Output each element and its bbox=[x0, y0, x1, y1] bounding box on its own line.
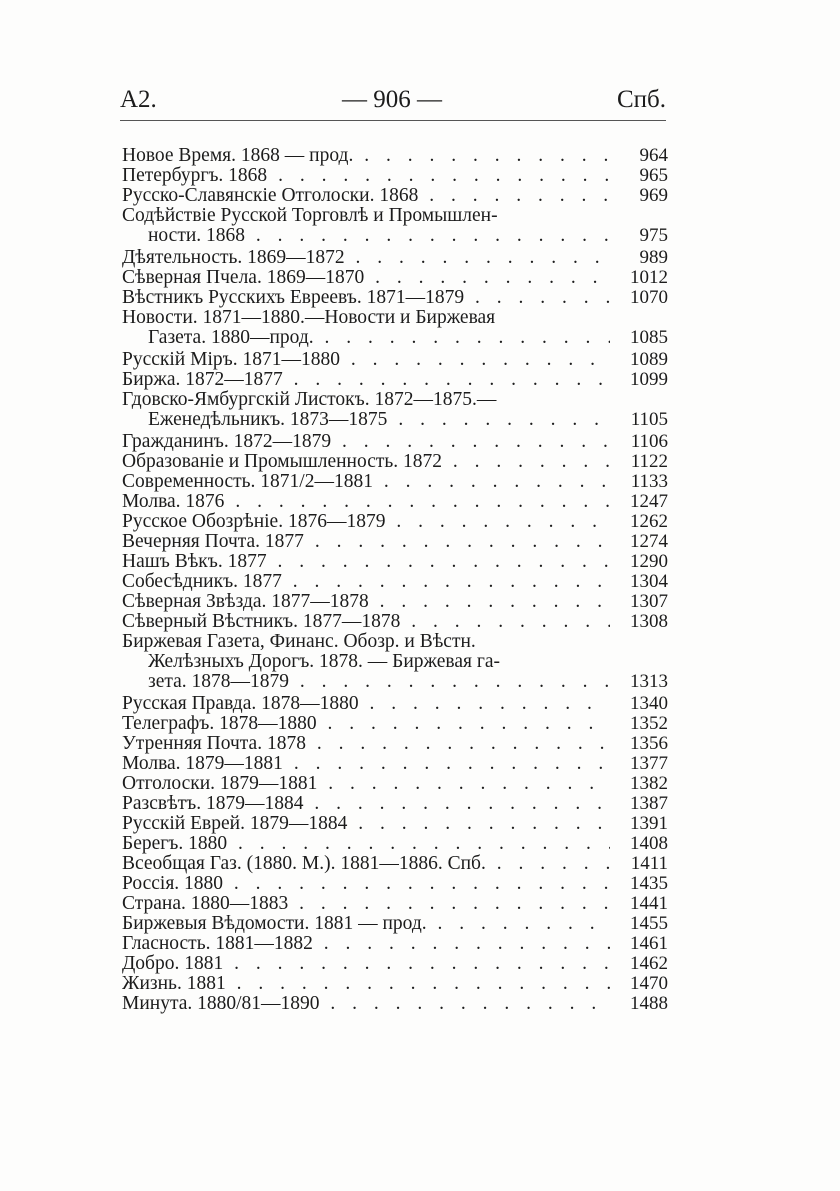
toc-entry-line: Гдовско-Ямбургскій Листокъ. 1872—1875.— bbox=[122, 390, 497, 410]
toc-entry bbox=[122, 432, 668, 452]
toc-entry bbox=[122, 390, 668, 430]
toc-entry-page: 1106 bbox=[630, 431, 668, 452]
toc-entry bbox=[122, 714, 668, 734]
toc-entry-page: 1470 bbox=[630, 973, 668, 994]
toc-entry-page: 1304 bbox=[630, 571, 668, 592]
toc-entry bbox=[122, 452, 668, 472]
toc-entry-line: Собесѣдникъ. 1877 . . . bbox=[122, 572, 610, 592]
toc-entry bbox=[122, 994, 668, 1014]
toc-entry bbox=[122, 974, 668, 994]
toc-entry bbox=[122, 632, 668, 692]
toc-entry bbox=[122, 914, 668, 934]
toc-entry bbox=[122, 754, 668, 774]
toc-entry-title bbox=[122, 854, 610, 874]
toc-entry-line: Всеобщая Газ. (1880. М.). 1881—1886. Спб. . . . bbox=[122, 854, 610, 874]
toc-entry-title bbox=[122, 814, 610, 834]
toc-entry-line: Сѣверная Звѣзда. 1877—1878 . . . bbox=[122, 592, 610, 612]
toc-entry-title bbox=[122, 612, 610, 632]
table-of-contents bbox=[122, 146, 668, 1014]
toc-entry bbox=[122, 694, 668, 714]
toc-entry-title bbox=[122, 994, 610, 1014]
toc-entry-title bbox=[122, 186, 610, 206]
toc-entry-line: Образованіе и Промышленность. 1872 . . . bbox=[122, 452, 610, 472]
toc-entry-title bbox=[122, 146, 610, 166]
toc-entry bbox=[122, 308, 668, 348]
toc-entry-title bbox=[122, 308, 610, 348]
toc-entry-page: 1461 bbox=[630, 933, 668, 954]
toc-entry-page: 1377 bbox=[630, 753, 668, 774]
toc-entry bbox=[122, 370, 668, 390]
toc-entry-line: Новости. 1871—1880.—Новости и Биржевая bbox=[122, 308, 496, 328]
toc-entry-line: Еженедѣльникъ. 1873—1875 . . . bbox=[122, 410, 610, 430]
toc-entry-line: Русскій Еврей. 1879—1884 . . . bbox=[122, 814, 610, 834]
toc-entry-page: 1340 bbox=[630, 693, 668, 714]
toc-entry-title bbox=[122, 834, 610, 854]
toc-entry bbox=[122, 288, 668, 308]
toc-entry-title bbox=[122, 350, 610, 370]
toc-entry-title bbox=[122, 166, 610, 186]
toc-entry bbox=[122, 146, 668, 166]
toc-entry bbox=[122, 512, 668, 532]
toc-entry-line: Добро. 1881 . . . bbox=[122, 954, 610, 974]
toc-entry bbox=[122, 552, 668, 572]
toc-entry bbox=[122, 186, 668, 206]
toc-entry-line: Утренняя Почта. 1878 . . . bbox=[122, 734, 610, 754]
toc-entry bbox=[122, 472, 668, 492]
toc-entry-page: 1290 bbox=[630, 551, 668, 572]
signature-mark: A2. bbox=[120, 86, 157, 113]
toc-entry-title bbox=[122, 794, 610, 814]
toc-entry-page: 1070 bbox=[630, 287, 668, 308]
header-rule bbox=[120, 120, 666, 121]
toc-entry-title bbox=[122, 532, 610, 552]
toc-entry bbox=[122, 532, 668, 552]
toc-entry bbox=[122, 954, 668, 974]
toc-entry-page: 1133 bbox=[630, 471, 668, 492]
toc-entry-title bbox=[122, 874, 610, 894]
toc-entry-line: Вѣстникъ Русскихъ Евреевъ. 1871—1879 . . . bbox=[122, 288, 610, 308]
toc-entry-page: 1387 bbox=[630, 793, 668, 814]
toc-entry-page: 1352 bbox=[630, 713, 668, 734]
toc-entry bbox=[122, 854, 668, 874]
toc-entry-title bbox=[122, 694, 610, 714]
toc-entry-title bbox=[122, 452, 610, 472]
toc-entry bbox=[122, 612, 668, 632]
toc-entry-title bbox=[122, 512, 610, 532]
toc-entry-page: 1274 bbox=[630, 531, 668, 552]
toc-entry-page: 1313 bbox=[630, 671, 668, 692]
toc-entry-page: 969 bbox=[639, 185, 668, 206]
toc-entry-page: 1085 bbox=[630, 327, 668, 348]
toc-entry-title bbox=[122, 934, 610, 954]
toc-entry-title bbox=[122, 432, 610, 452]
toc-entry bbox=[122, 350, 668, 370]
toc-entry-page: 1247 bbox=[630, 491, 668, 512]
toc-entry-page: 964 bbox=[639, 145, 668, 166]
toc-entry-title bbox=[122, 894, 610, 914]
toc-entry-page: 1012 bbox=[630, 267, 668, 288]
toc-entry-title bbox=[122, 390, 610, 430]
toc-entry-line: Новое Время. 1868 — прод. . . . bbox=[122, 146, 610, 166]
toc-entry-title bbox=[122, 370, 610, 390]
toc-entry-title bbox=[122, 954, 610, 974]
toc-entry-page: 1488 bbox=[630, 993, 668, 1014]
toc-entry-page: 1122 bbox=[630, 451, 668, 472]
toc-entry-title bbox=[122, 288, 610, 308]
toc-entry-page: 1391 bbox=[630, 813, 668, 834]
toc-entry-title bbox=[122, 472, 610, 492]
toc-entry-line: Русско-Славянскіе Отголоски. 1868 . . . bbox=[122, 186, 610, 206]
toc-entry-line: Телеграфъ. 1878—1880 . . . bbox=[122, 714, 610, 734]
toc-entry-line: Сѣверная Пчела. 1869—1870 . . . bbox=[122, 268, 610, 288]
toc-entry-page: 1308 bbox=[630, 611, 668, 632]
toc-entry bbox=[122, 774, 668, 794]
toc-entry-page: 1408 bbox=[630, 833, 668, 854]
toc-entry-line: Минута. 1880/81—1890 . . . bbox=[122, 994, 610, 1014]
toc-entry bbox=[122, 592, 668, 612]
toc-entry-title bbox=[122, 774, 610, 794]
toc-entry-line: Россія. 1880 . . . bbox=[122, 874, 610, 894]
toc-entry bbox=[122, 874, 668, 894]
toc-entry-line: Русскій Міръ. 1871—1880 . . . bbox=[122, 350, 610, 370]
toc-entry bbox=[122, 734, 668, 754]
toc-entry-line: Жизнь. 1881 . . . bbox=[122, 974, 610, 994]
toc-entry-title bbox=[122, 572, 610, 592]
toc-entry-line: Гласность. 1881—1882 . . . bbox=[122, 934, 610, 954]
toc-entry-page: 1262 bbox=[630, 511, 668, 532]
toc-entry-title bbox=[122, 632, 610, 692]
toc-entry-title bbox=[122, 268, 610, 288]
toc-entry-line: Сѣверный Вѣстникъ. 1877—1878 . . . bbox=[122, 612, 610, 632]
toc-entry-page: 1356 bbox=[630, 733, 668, 754]
toc-entry-line: Биржевыя Вѣдомости. 1881 — прод. . . . bbox=[122, 914, 610, 934]
toc-entry-line: Современность. 1871/2—1881 . . . bbox=[122, 472, 610, 492]
toc-entry-page: 965 bbox=[639, 165, 668, 186]
toc-entry-page: 989 bbox=[639, 247, 668, 268]
toc-entry-page: 1382 bbox=[630, 773, 668, 794]
toc-entry-line: Разсвѣтъ. 1879—1884 . . . bbox=[122, 794, 610, 814]
toc-entry-line: Молва. 1876 . . . bbox=[122, 492, 610, 512]
toc-entry-title bbox=[122, 552, 610, 572]
running-head-city: Спб. bbox=[616, 86, 666, 113]
toc-entry bbox=[122, 572, 668, 592]
toc-entry-page: 1099 bbox=[630, 369, 668, 390]
toc-entry bbox=[122, 934, 668, 954]
toc-entry-line: Петербургъ. 1868 . . . bbox=[122, 166, 610, 186]
toc-entry-line: Русское Обозрѣніе. 1876—1879 . . . bbox=[122, 512, 610, 532]
toc-entry-line: ности. 1868 . . . bbox=[122, 226, 610, 246]
toc-entry-title bbox=[122, 914, 610, 934]
toc-entry bbox=[122, 814, 668, 834]
toc-entry-page: 1307 bbox=[630, 591, 668, 612]
toc-entry-line: Газета. 1880—прод. . . . bbox=[122, 328, 610, 348]
toc-entry-title bbox=[122, 592, 610, 612]
page-header bbox=[118, 86, 666, 122]
toc-entry-page: 1435 bbox=[630, 873, 668, 894]
toc-entry-page: 1089 bbox=[630, 349, 668, 370]
toc-entry bbox=[122, 166, 668, 186]
toc-entry-page: 975 bbox=[639, 225, 668, 246]
toc-entry-page: 1105 bbox=[630, 409, 668, 430]
toc-entry-title bbox=[122, 734, 610, 754]
toc-entry-line: Отголоски. 1879—1881 . . . bbox=[122, 774, 610, 794]
toc-entry bbox=[122, 206, 668, 246]
toc-entry-line: Нашъ Вѣкъ. 1877 . . . bbox=[122, 552, 610, 572]
toc-entry-title bbox=[122, 492, 610, 512]
toc-entry-page: 1455 bbox=[630, 913, 668, 934]
toc-entry-page: 1462 bbox=[630, 953, 668, 974]
toc-entry bbox=[122, 492, 668, 512]
toc-entry-line: Молва. 1879—1881 . . . bbox=[122, 754, 610, 774]
toc-entry-title bbox=[122, 974, 610, 994]
toc-entry-line: Берегъ. 1880 . . . bbox=[122, 834, 610, 854]
toc-entry-line: Желѣзныхъ Дорогъ. 1878. — Биржевая га- bbox=[148, 651, 501, 672]
toc-entry-line: Русская Правда. 1878—1880 . . . bbox=[122, 694, 610, 714]
toc-entry bbox=[122, 248, 668, 268]
toc-entry-title bbox=[122, 714, 610, 734]
toc-entry bbox=[122, 268, 668, 288]
toc-entry-line: Гражданинъ. 1872—1879 . . . bbox=[122, 432, 610, 452]
toc-entry bbox=[122, 894, 668, 914]
toc-entry-line: Биржевая Газета, Финанс. Обозр. и Вѣстн. bbox=[122, 632, 476, 652]
toc-entry-page: 1441 bbox=[630, 893, 668, 914]
toc-entry-line: Дѣятельность. 1869—1872 . . . bbox=[122, 248, 610, 268]
toc-entry-line: Вечерняя Почта. 1877 . . . bbox=[122, 532, 610, 552]
toc-entry-title bbox=[122, 754, 610, 774]
toc-entry-page: 1411 bbox=[630, 853, 668, 874]
toc-entry bbox=[122, 794, 668, 814]
toc-entry-line: зета. 1878—1879 . . . bbox=[122, 672, 610, 692]
page-number: — 906 — bbox=[342, 86, 442, 113]
toc-entry-title bbox=[122, 248, 610, 268]
toc-entry-line: Биржа. 1872—1877 . . . bbox=[122, 370, 610, 390]
toc-entry-title bbox=[122, 206, 610, 246]
toc-entry-line: Страна. 1880—1883 . . . bbox=[122, 894, 610, 914]
toc-entry bbox=[122, 834, 668, 854]
toc-entry-line: Содѣйствіе Русской Торговлѣ и Промышлен- bbox=[122, 206, 498, 226]
